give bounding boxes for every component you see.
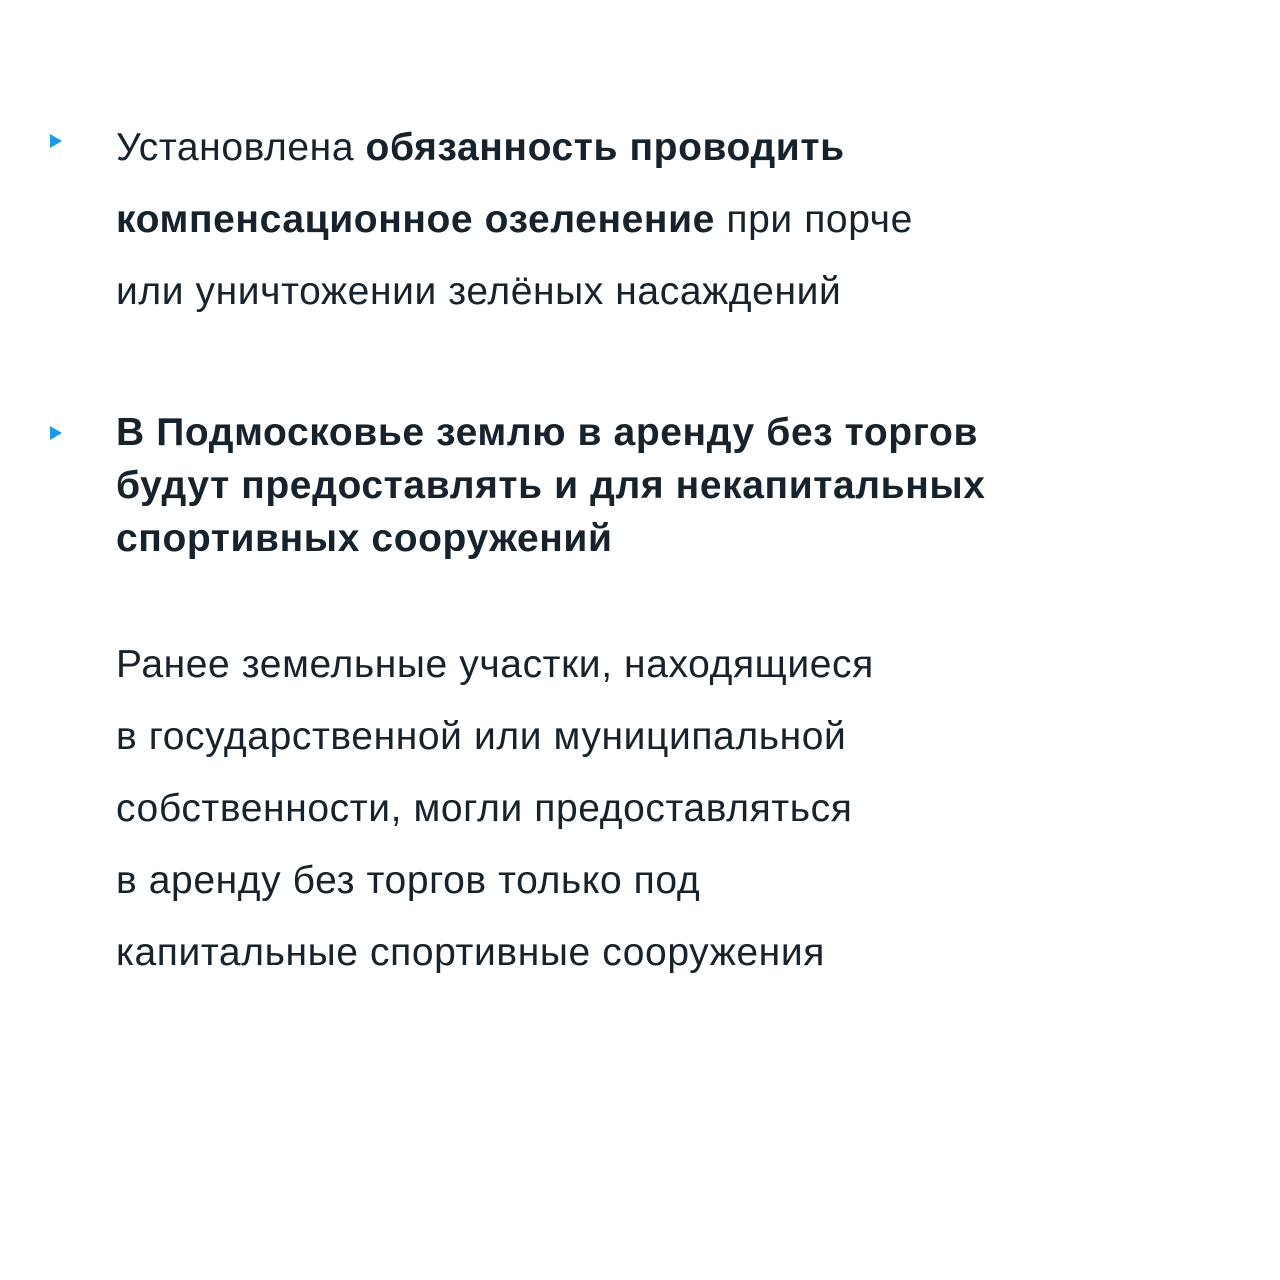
bullet-item-1 xyxy=(116,112,1216,328)
bullet-item-2-title xyxy=(116,406,1196,565)
bullet-2-body-line: капитальные спортивные сооружения xyxy=(116,931,825,974)
bullet-1-line-2-bold: компенсационное озеленение xyxy=(116,198,715,241)
bullet-2-body-line: собственности, могли предоставляться xyxy=(116,787,853,830)
bullet-triangle-icon xyxy=(50,426,62,440)
bullet-1-text-regular: Установлена xyxy=(116,126,366,169)
bullet-2-title-line: спортивных сооружений xyxy=(116,517,613,560)
bullet-2-body-line: в аренду без торгов только под xyxy=(116,859,701,902)
bullet-2-body-line: Ранее земельные участки, находящиеся xyxy=(116,643,874,686)
bullet-2-body-line: в государственной или муниципальной xyxy=(116,715,847,758)
bullet-2-title-line: будут предоставлять и для некапитальных xyxy=(116,464,986,507)
bullet-1-line-2 xyxy=(116,184,1216,256)
bullet-2-title-line: В Подмосковье землю в аренду без торгов xyxy=(116,411,979,454)
bullet-1-text-bold: обязанность проводить xyxy=(365,126,845,169)
bullet-item-2-body xyxy=(116,629,1076,989)
bullet-1-line-1 xyxy=(116,112,1216,184)
bullet-triangle-icon xyxy=(50,134,62,148)
bullet-1-line-3: или уничтожении зелёных насаждений xyxy=(116,270,842,313)
bullet-1-line-2-regular: при порче xyxy=(714,198,913,241)
